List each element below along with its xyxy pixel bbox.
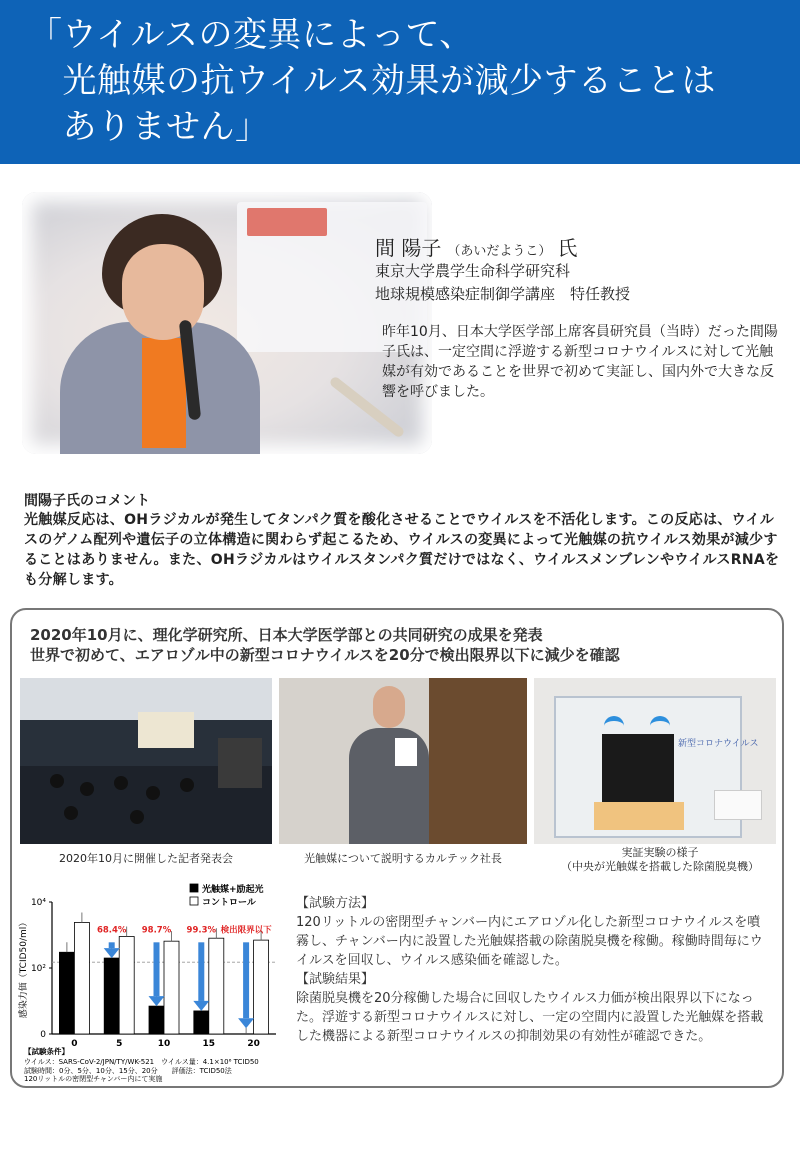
x-tick-label: 5 <box>116 1039 123 1049</box>
header-banner <box>0 0 800 164</box>
conditions-title: 【試験条件】 <box>24 1047 69 1056</box>
virus-label: 新型コロナウイルス <box>678 739 759 749</box>
reduction-arrow-head <box>238 1018 254 1028</box>
sterilizer-device <box>602 734 674 806</box>
virus-titer-chart <box>14 878 290 1082</box>
x-tick-label: 15 <box>202 1039 216 1049</box>
result-heading: 【試験結果】 <box>296 972 375 987</box>
audience-head <box>114 776 128 790</box>
nebulizer-device <box>714 790 762 820</box>
result-body: 除菌脱臭機を20分稼働した場合に回収したウイルス力価が検出限界以下になった。浮遊する新型コロナウイルスに対し、一定の空間内に設置した光触媒を搭載した機器による新型コロナウイルスの抑制効果の有効性が確認できた。 <box>296 991 764 1044</box>
airflow-arrow-icon <box>650 716 670 736</box>
airflow-arrow-icon <box>604 716 624 736</box>
reduction-label: 68.4% <box>96 925 127 936</box>
reduction-arrow-head <box>149 996 165 1006</box>
legend-swatch <box>190 897 198 905</box>
bar <box>149 1006 164 1034</box>
screen-red-banner <box>247 208 327 236</box>
person-name <box>375 232 577 261</box>
paper-sheet <box>395 738 417 766</box>
comment-body: 光触媒反応は、OHラジカルが発生してタンパク質を酸化させることでウイルスを不活化します。この反応は、ウイルスのゲノム配列や遺伝子の立体構造に関わらず起こるため、ウイルスの変異によって光触媒の抗ウイルス効果が減少することはありません。また、OHラジカルはウイルスタンパク質だけではなく、ウイルスメンブレンやウイルスRNAをも分解します。 <box>24 512 780 588</box>
reduction-arrow-head <box>104 948 120 958</box>
person-affiliation <box>375 260 630 306</box>
speaker-photo <box>22 192 432 454</box>
affiliation-line-2: 地球規模感染症制御学講座 特任教授 <box>375 285 631 303</box>
experiment-photo <box>534 678 776 844</box>
y-axis-label: 感染力価（TCID50/ml） <box>19 917 29 1019</box>
bar <box>209 938 224 1034</box>
audience-head <box>50 774 64 788</box>
y-tick-label: 10² <box>30 964 46 974</box>
test-description <box>296 894 772 1046</box>
bar <box>194 1011 209 1034</box>
reduction-arrow-shaft <box>109 942 115 948</box>
affiliation-line-1: 東京大学農学生命科学研究科 <box>375 262 571 280</box>
conditions-line-1: ウイルス：SARS-CoV-2/JPN/TY/WK-521 ウイルス量：4.1×10⁶ TCID50 <box>24 1058 259 1066</box>
photo-caption-2: 光触媒について説明するカルテック社長 <box>304 852 502 865</box>
name-honorific: 氏 <box>557 236 578 260</box>
ceo-suit <box>349 728 429 844</box>
audience-head <box>180 778 194 792</box>
bar <box>104 958 119 1034</box>
wood-wall <box>429 678 527 844</box>
reduction-label: 98.7% <box>141 925 172 936</box>
reduction-arrow-shaft <box>154 942 160 996</box>
audience-head <box>130 810 144 824</box>
photo-caption-1: 2020年10月に開催した記者発表会 <box>59 852 233 865</box>
press-conference-photo <box>20 678 272 844</box>
room-screen <box>138 712 194 748</box>
research-headline-1: 2020年10月に、理化学研究所、日本大学医学部との共同研究の成果を発表 <box>30 626 543 644</box>
comment-title: 間陽子氏のコメント <box>24 493 150 509</box>
bar <box>119 937 134 1034</box>
research-headline-2: 世界で初めて、エアロゾル中の新型コロナウイルスを20分で検出限界以下に減少を確認 <box>30 646 620 664</box>
photocatalyst-sheet <box>594 802 684 830</box>
bar <box>74 922 89 1034</box>
audience-head <box>80 782 94 796</box>
page-title: 「ウイルスの変異によって、 光触媒の抗ウイルス効果が減少することは ありません」 <box>28 15 716 147</box>
photo-caption-3 <box>534 846 786 874</box>
photo-caption-3-line-1: 実証実験の様子 <box>621 846 699 859</box>
reduction-label: 99.3% <box>186 925 217 936</box>
bar <box>164 941 179 1034</box>
speaker-face <box>122 244 204 340</box>
reduction-label: 検出限界以下 <box>220 925 272 936</box>
y-tick-label: 0 <box>40 1030 46 1040</box>
reduction-arrow-shaft <box>198 942 204 1001</box>
camera-icon <box>218 738 262 788</box>
name-text: 間 陽子 <box>375 236 442 260</box>
audience-head <box>64 806 78 820</box>
x-tick-label: 20 <box>247 1039 260 1049</box>
ceo-head <box>373 686 405 728</box>
bar <box>59 952 74 1034</box>
ceo-presentation-photo <box>279 678 527 844</box>
legend-label: コントロール <box>202 898 256 908</box>
speaker-shirt <box>142 338 186 448</box>
x-tick-label: 10 <box>157 1039 171 1049</box>
bar <box>254 940 269 1034</box>
photo-caption-3-line-2: （中央が光触媒を搭載した除菌脱臭機） <box>561 860 759 873</box>
x-tick-label: 0 <box>71 1039 78 1049</box>
reduction-arrow-head <box>193 1001 209 1011</box>
conditions-line-3: 120リットルの密閉型チャンバー内にて実施 <box>24 1075 163 1082</box>
audience-head <box>146 786 160 800</box>
method-body: 120リットルの密閉型チャンバー内にエアロゾル化した新型コロナウイルスを噴霧し、チャンバー内に設置した光触媒搭載の除菌脱臭機を稼働。稼働時間毎にウイルスを回収し、ウイルス感染価を確認した。 <box>296 915 763 968</box>
reduction-arrow-shaft <box>243 942 249 1018</box>
name-kana: （あいだようこ） <box>447 244 552 259</box>
y-tick-label: 10⁴ <box>30 898 46 908</box>
conditions-line-2: 試験時間：0分、5分、10分、15分、20分 評価法：TCID50法 <box>24 1067 232 1075</box>
legend-label: 光触媒+励起光 <box>202 885 264 895</box>
legend-swatch <box>190 884 198 892</box>
method-heading: 【試験方法】 <box>296 896 375 911</box>
intro-paragraph: 昨年10月、日本大学医学部上席客員研究員（当時）だった間陽子氏は、一定空間に浮遊する新型コロナウイルスに対して光触媒が有効であることを世界で初めて実証し、国内外で大きな反響を呼びました。 <box>382 324 778 400</box>
